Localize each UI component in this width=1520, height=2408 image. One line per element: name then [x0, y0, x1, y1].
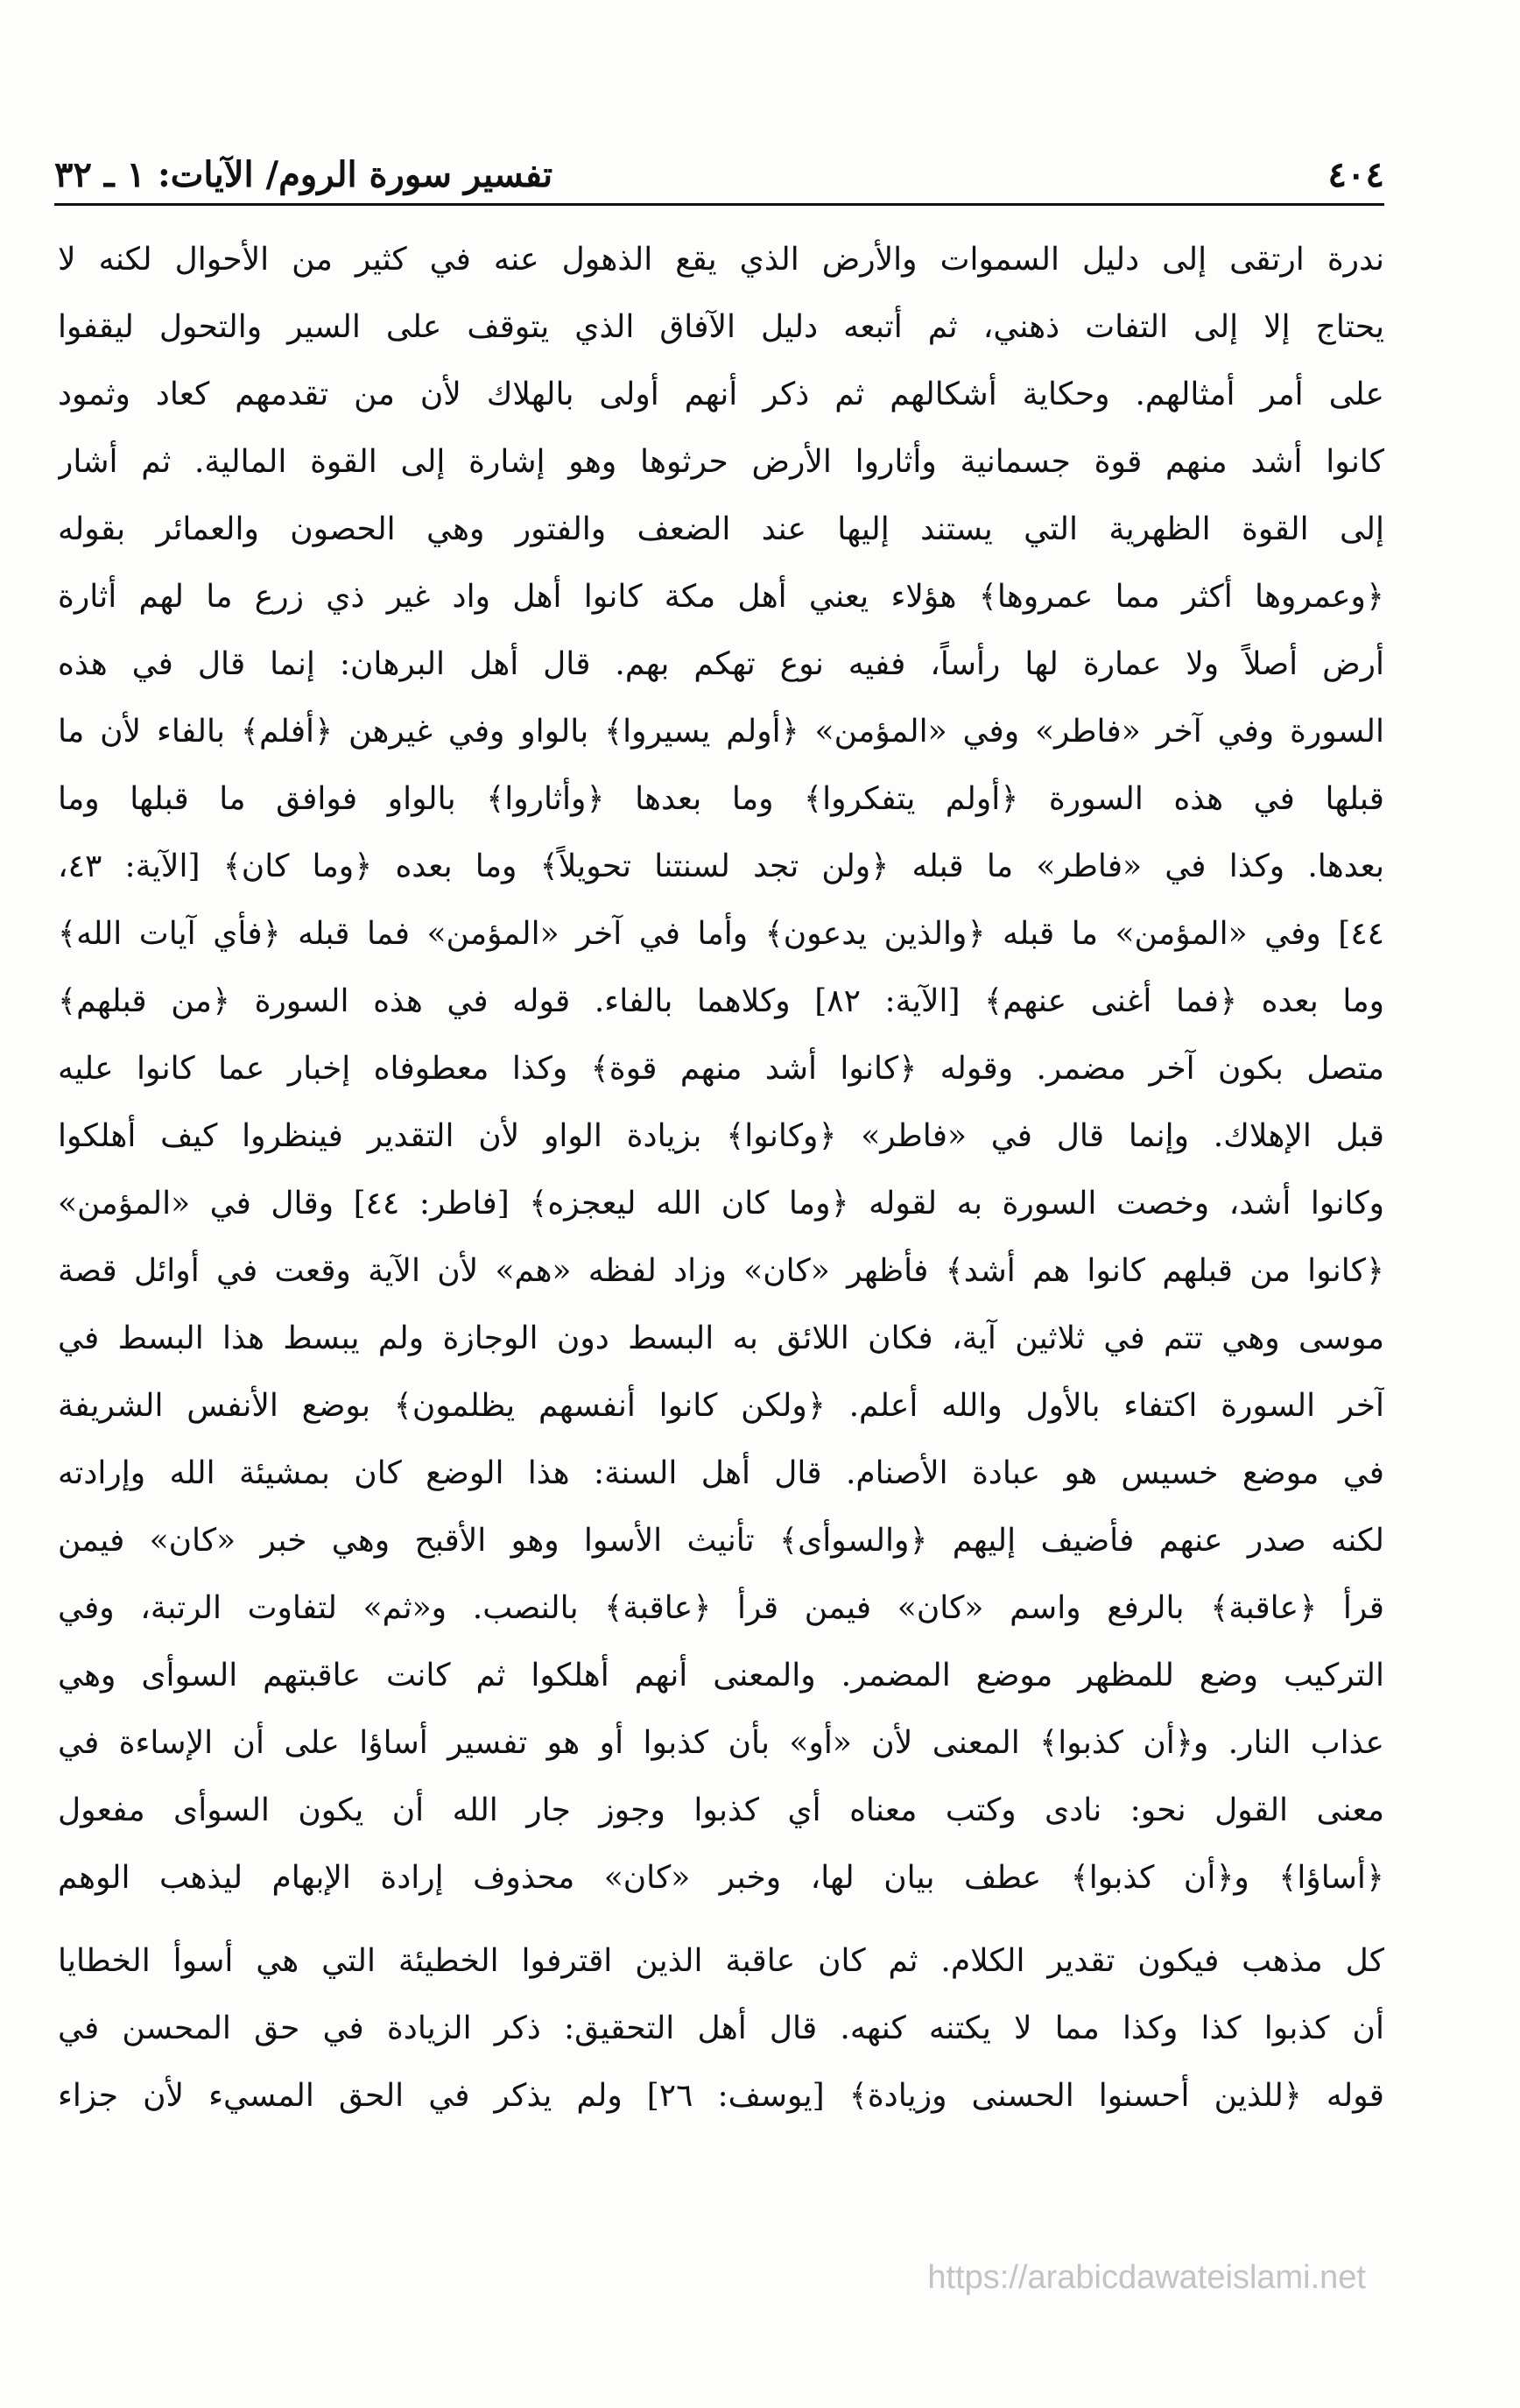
text-line: وكانوا أشد، وخصت السورة به لقوله ﴿وما كان الله ليعجزه﴾ [فاطر: ٤٤] وقال في «المؤمن» [58, 1186, 1384, 1222]
text-line: كل مذهب فيكون تقدير الكلام. ثم كان عاقبة الذين اقترفوا الخطيئة التي هي أسوأ الخطايا [58, 1943, 1384, 1979]
text-line: يحتاج إلا إلى التفات ذهني، ثم أتبعه دليل الآفاق الذي يتوقف على السير والتحول ليقفوا [58, 309, 1384, 345]
text-line: عذاب النار. و﴿أن كذبوا﴾ المعنى لأن «أو» بأن كذبوا أو هو تفسير أساؤا على أن الإساءة في [58, 1725, 1384, 1761]
text-line: السورة وفي آخر «فاطر» وفي «المؤمن» ﴿أولم يسيروا﴾ بالواو وفي غيرهن ﴿أفلم﴾ بالفاء لأن ما [58, 714, 1384, 750]
text-line: على أمر أمثالهم. وحكاية أشكالهم ثم ذكر أنهم أولى بالهلاك لأن من تقدمهم كعاد وثمود [58, 377, 1384, 412]
text-line: قوله ﴿للذين أحسنوا الحسنى وزيادة﴾ [يوسف: ٢٦] ولم يذكر في الحق المسيء لأن جزاء [58, 2078, 1384, 2114]
text-line: لكنه صدر عنهم فأضيف إليهم ﴿والسوأى﴾ تأنيث الأسوا وهو الأقبح وهي خبر «كان» فيمن [58, 1523, 1384, 1559]
text-line: قبل الإهلاك. وإنما قال في «فاطر» ﴿وكانوا﴾ بزيادة الواو لأن التقدير فينظروا كيف أهلكوا [58, 1118, 1384, 1154]
text-line: آخر السورة اكتفاء بالأول والله أعلم. ﴿ولكن كانوا أنفسهم يظلمون﴾ بوضع الأنفس الشريفة [58, 1388, 1384, 1424]
text-line: بعدها. وكذا في «فاطر» ما قبله ﴿ولن تجد لسنتنا تحويلاً﴾ وما بعده ﴿وما كان﴾ [الآية: ٤٣، [58, 848, 1384, 884]
body-text [58, 226, 1384, 2130]
text-line: التركيب وضع للمظهر موضع المضمر. والمعنى أنهم أهلكوا ثم كانت عاقبتهم السوأى وهي [58, 1658, 1384, 1693]
text-line: قرأ ﴿عاقبة﴾ بالرفع واسم «كان» فيمن قرأ ﴿عاقبة﴾ بالنصب. و«ثم» لتفاوت الرتبة، وفي [58, 1590, 1384, 1626]
text-line: متصل بكون آخر مضمر. وقوله ﴿كانوا أشد منهم قوة﴾ وكذا معطوفاه إخبار عما كانوا عليه [58, 1051, 1384, 1087]
text-line: أرض أصلاً ولا عمارة لها رأساً، ففيه نوع تهكم بهم. قال أهل البرهان: إنما قال في هذه [58, 646, 1384, 682]
text-line: كانوا أشد منهم قوة جسمانية وأثاروا الأرض حرثوها وهو إشارة إلى القوة المالية. ثم أشار [58, 444, 1384, 480]
source-watermark-url: https://arabicdawateislami.net [927, 2259, 1366, 2296]
text-line: أن كذبوا كذا وكذا مما لا يكتنه كنهه. قال أهل التحقيق: ذكر الزيادة في حق المحسن في [58, 2010, 1384, 2046]
text-line: ﴿كانوا من قبلهم كانوا هم أشد﴾ فأظهر «كان» وزاد لفظه «هم» لأن الآية وقعت في أوائل قصة [58, 1253, 1384, 1289]
text-line: في موضع خسيس هو عبادة الأصنام. قال أهل السنة: هذا الوضع كان بمشيئة الله وإرادته [58, 1455, 1384, 1491]
header-rule [54, 203, 1384, 206]
text-line: ندرة ارتقى إلى دليل السموات والأرض الذي يقع الذهول عنه في كثير من الأحوال لكنه لا [58, 242, 1384, 278]
text-line: قبلها في هذه السورة ﴿أولم يتفكروا﴾ وما بعدها ﴿وأثاروا﴾ بالواو فوافق ما قبلها وما [58, 781, 1384, 817]
running-title: تفسير سورة الروم/ الآيات: ١ ـ ٣٢ [54, 154, 553, 195]
text-line: موسى وهي تتم في ثلاثين آية، فكان اللائق به البسط دون الوجازة ولم يبسط هذا البسط في [58, 1320, 1384, 1356]
text-line: ٤٤] وفي «المؤمن» ما قبله ﴿والذين يدعون﴾ وأما في آخر «المؤمن» فما قبله ﴿فأي آيات الله﴾ [58, 916, 1384, 952]
page-number: ٤٠٤ [1327, 154, 1384, 195]
text-line: وما بعده ﴿فما أغنى عنهم﴾ [الآية: ٨٢] وكلاهما بالفاء. قوله في هذه السورة ﴿من قبلهم﴾ [58, 983, 1384, 1019]
text-line: معنى القول نحو: نادى وكتب معناه أي كذبوا وجوز جار الله أن يكون السوأى مفعول [58, 1792, 1384, 1828]
text-line: ﴿أساؤا﴾ و﴿أن كذبوا﴾ عطف بيان لها، وخبر «كان» محذوف إرادة الإبهام ليذهب الوهم [58, 1860, 1384, 1896]
page-header [54, 151, 1384, 203]
text-line: ﴿وعمروها أكثر مما عمروها﴾ هؤلاء يعني أهل مكة كانوا أهل واد غير ذي زرع ما لهم أثارة [58, 579, 1384, 615]
text-line: إلى القوة الظهرية التي يستند إليها عند الضعف والفتور وهي الحصون والعمائر بقوله [58, 511, 1384, 547]
